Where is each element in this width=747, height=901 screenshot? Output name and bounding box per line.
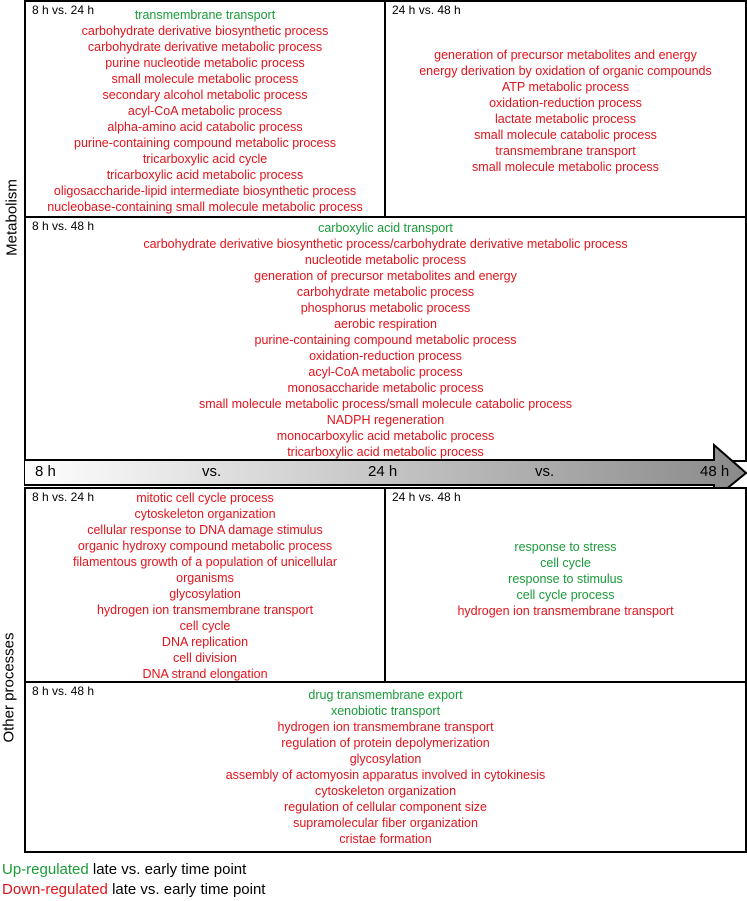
timeline-label-24h: 24 h	[368, 463, 398, 480]
go-term-down: carbohydrate derivative biosynthetic process	[81, 24, 329, 38]
timeline-label-vs-1: vs.	[202, 463, 222, 480]
go-term-down: energy derivation by oxidation of organic compounds	[419, 64, 712, 78]
go-term-down: hydrogen ion transmembrane transport	[96, 603, 314, 617]
legend-up	[2, 861, 246, 878]
go-term-down: DNA replication	[161, 635, 249, 649]
go-term-down: purine nucleotide metabolic process	[105, 56, 305, 70]
go-term-down: purine-containing compound metabolic process	[74, 136, 336, 150]
go-term-down: cytoskeleton organization	[314, 784, 457, 798]
go-term-down: aerobic respiration	[334, 317, 437, 331]
legend-up-word: Up-regulated	[2, 861, 89, 878]
box-other-8h-vs-48h	[24, 681, 747, 853]
go-term-up: response to stress	[514, 540, 617, 554]
go-term-down: cristae formation	[339, 832, 432, 846]
go-term-down: carbohydrate derivative biosynthetic process/carbohydrate derivative metabolic process	[143, 237, 628, 251]
go-term-down: carbohydrate derivative metabolic process	[87, 40, 323, 54]
legend-down-word: Down-regulated	[2, 881, 108, 898]
go-term-down: cell division	[173, 651, 237, 665]
go-term-down: NADPH regeneration	[326, 413, 445, 427]
term-list	[26, 7, 384, 215]
go-term-down: small molecule metabolic process	[472, 160, 659, 174]
term-list	[26, 687, 745, 847]
go-term-down: assembly of actomyosin apparatus involved in cytokinesis	[225, 768, 546, 782]
box-metabolism-8h-vs-24h	[24, 0, 386, 218]
go-term-down: cytoskeleton organization	[134, 507, 276, 521]
term-list	[386, 539, 745, 619]
go-term-down: purine-containing compound metabolic process	[254, 333, 517, 347]
go-term-down: glycosylation	[169, 587, 241, 601]
go-term-down: cell cycle	[179, 619, 231, 633]
go-term-down: generation of precursor metabolites and energy	[254, 269, 517, 283]
box-other-24h-vs-48h	[384, 487, 747, 683]
go-term-down: lactate metabolic process	[494, 112, 637, 126]
legend-down	[2, 881, 265, 898]
go-term-down: small molecule catabolic process	[474, 128, 657, 142]
go-term-down: regulation of protein depolymerization	[281, 736, 490, 750]
go-term-down: organisms	[176, 571, 234, 585]
box-header: 8 h vs. 24 h	[32, 3, 95, 17]
go-term-down: nucleobase-containing small molecule metabolic process	[47, 200, 363, 214]
go-term-down: oligosaccharide-lipid intermediate biosynthetic process	[53, 184, 357, 198]
go-term-down: secondary alcohol metabolic process	[102, 88, 308, 102]
go-term-down: acyl-CoA metabolic process	[127, 104, 283, 118]
go-term-down: oxidation-reduction process	[309, 349, 462, 363]
box-metabolism-8h-vs-48h	[24, 216, 747, 462]
go-term-up: response to stimulus	[508, 572, 623, 586]
go-term-down: alpha-amino acid catabolic process	[107, 120, 303, 134]
go-term-down: glycosylation	[349, 752, 422, 766]
go-term-down: mitotic cell cycle process	[136, 491, 274, 505]
go-term-down: generation of precursor metabolites and energy	[434, 48, 697, 62]
go-term-down: transmembrane transport	[495, 144, 636, 158]
go-term-down: hydrogen ion transmembrane transport	[457, 604, 674, 618]
legend-up-text: late vs. early time point	[88, 861, 247, 878]
box-other-8h-vs-24h	[24, 487, 386, 683]
go-term-down: organic hydroxy compound metabolic process	[77, 539, 333, 553]
section-label-other-processes: Other processes	[0, 632, 18, 743]
go-term-down: hydrogen ion transmembrane transport	[277, 720, 494, 734]
box-header: 8 h vs. 48 h	[32, 684, 95, 698]
go-term-down: nucleotide metabolic process	[304, 253, 467, 267]
go-term-down: tricarboxylic acid metabolic process	[287, 445, 484, 459]
timeline-label-48h: 48 h	[700, 463, 730, 480]
go-term-down: ATP metabolic process	[501, 80, 630, 94]
timeline-label-8h: 8 h	[35, 463, 56, 480]
box-header: 8 h vs. 24 h	[32, 490, 95, 504]
term-list	[386, 47, 745, 175]
go-term-down: regulation of cellular component size	[284, 800, 487, 814]
go-term-down: small molecule metabolic process/small molecule catabolic process	[198, 397, 573, 411]
go-term-up: drug transmembrane export	[308, 688, 463, 702]
go-term-down: small molecule metabolic process	[111, 72, 299, 86]
go-term-down: carbohydrate metabolic process	[296, 285, 475, 299]
go-term-up: xenobiotic transport	[330, 704, 441, 718]
go-term-up: carboxylic acid transport	[318, 221, 453, 235]
go-term-down: DNA strand elongation	[142, 667, 268, 681]
section-label-metabolism: Metabolism	[3, 179, 21, 256]
term-list	[26, 220, 745, 460]
box-header: 24 h vs. 48 h	[392, 490, 461, 504]
go-term-down: monocarboxylic acid metabolic process	[276, 429, 495, 443]
box-header: 8 h vs. 48 h	[32, 219, 95, 233]
go-term-down: filamentous growth of a population of unicellular	[72, 555, 338, 569]
go-term-up: transmembrane transport	[134, 8, 276, 22]
go-term-down: tricarboxylic acid metabolic process	[106, 168, 304, 182]
go-term-down: tricarboxylic acid cycle	[142, 152, 268, 166]
box-header: 24 h vs. 48 h	[392, 3, 461, 17]
go-term-up: cell cycle	[540, 556, 591, 570]
legend-down-text: late vs. early time point	[107, 881, 266, 898]
go-term-down: oxidation-reduction process	[489, 96, 642, 110]
term-list	[26, 490, 384, 682]
go-term-down: monosaccharide metabolic process	[287, 381, 484, 395]
go-term-down: phosphorus metabolic process	[300, 301, 471, 315]
go-term-up: cell cycle process	[516, 588, 615, 602]
go-term-down: supramolecular fiber organization	[293, 816, 478, 830]
timeline-label-vs-2: vs.	[535, 463, 555, 480]
go-term-down: acyl-CoA metabolic process	[308, 365, 463, 379]
box-metabolism-24h-vs-48h	[384, 0, 747, 218]
go-term-down: cellular response to DNA damage stimulus	[87, 523, 323, 537]
